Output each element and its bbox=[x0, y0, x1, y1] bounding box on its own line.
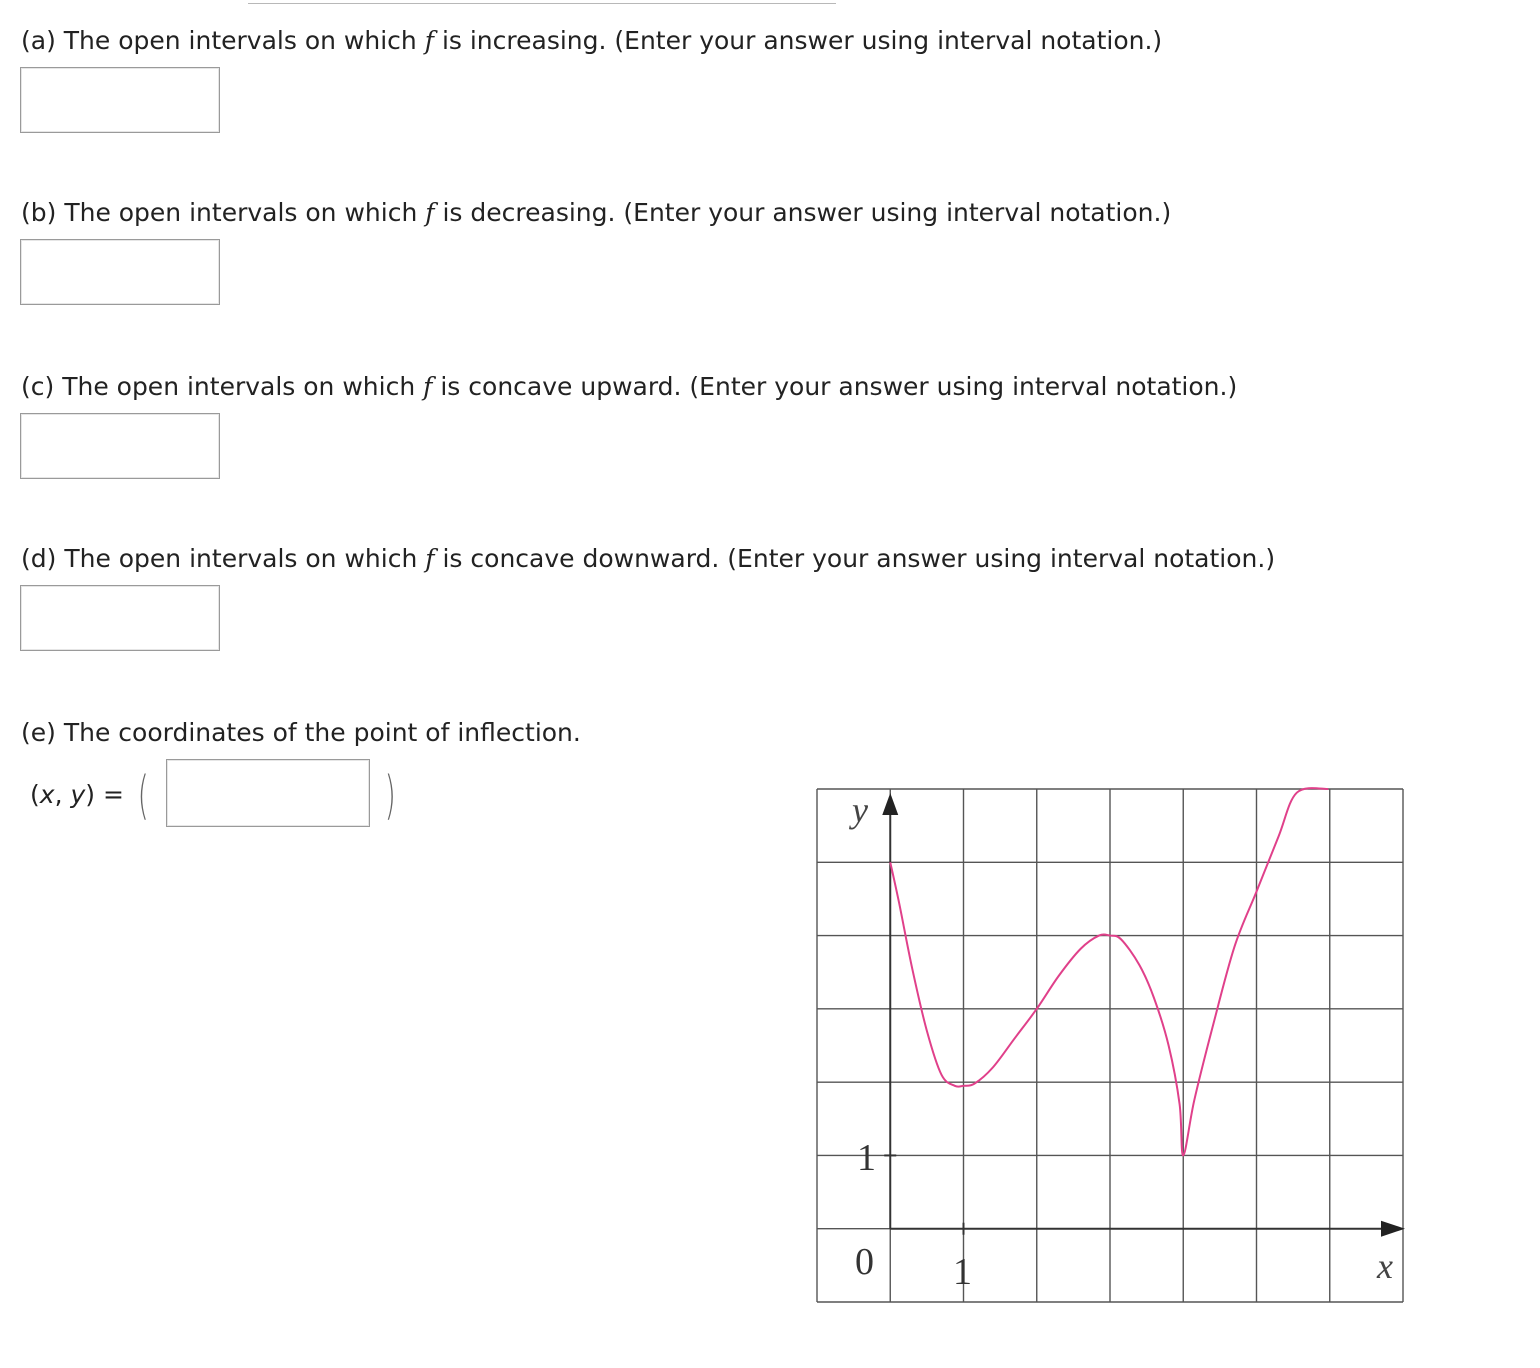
answer-input-c[interactable] bbox=[20, 413, 220, 479]
answer-input-b[interactable] bbox=[20, 239, 220, 305]
coordinate-label: (x, y) = bbox=[30, 780, 124, 809]
question-a-fvar: f bbox=[424, 26, 434, 55]
question-e: (e) The coordinates of the point of inflection. bbox=[21, 718, 581, 747]
question-b-fvar: f bbox=[425, 198, 435, 227]
question-d-rest: is concave downward. (Enter your answer using interval notation.) bbox=[442, 544, 1276, 573]
question-d bbox=[21, 544, 1275, 574]
question-c-rest: is concave upward. (Enter your answer using interval notation.) bbox=[440, 372, 1238, 401]
graph-axes bbox=[882, 793, 1405, 1237]
question-c-fvar: f bbox=[423, 372, 433, 401]
question-c-label: (c) The open intervals on which bbox=[21, 372, 416, 401]
question-d-label: (d) The open intervals on which bbox=[21, 544, 418, 573]
question-b bbox=[21, 198, 1171, 228]
equals-sign: = bbox=[102, 780, 124, 809]
x-axis-label: x bbox=[1377, 1246, 1393, 1286]
x-axis-arrow-icon bbox=[1381, 1221, 1405, 1237]
top-divider bbox=[248, 3, 836, 4]
coord-y-var: y bbox=[70, 780, 86, 809]
question-a-label: (a) The open intervals on which bbox=[21, 26, 417, 55]
x-tick-label: 1 bbox=[953, 1251, 972, 1293]
coord-x-var: x bbox=[39, 780, 55, 809]
question-b-rest: is decreasing. (Enter your answer using interval notation.) bbox=[442, 198, 1172, 227]
y-axis-arrow-icon bbox=[882, 793, 898, 815]
question-b-label: (b) The open intervals on which bbox=[21, 198, 418, 227]
y-tick-label: 1 bbox=[857, 1137, 876, 1179]
function-curve bbox=[890, 788, 1328, 1155]
inflection-point-input[interactable] bbox=[166, 759, 370, 827]
right-paren: ) bbox=[384, 766, 396, 826]
graph-grid bbox=[817, 789, 1403, 1302]
y-axis-label: y bbox=[852, 790, 868, 830]
answer-input-a[interactable] bbox=[20, 67, 220, 133]
question-c bbox=[21, 372, 1237, 402]
question-d-fvar: f bbox=[425, 544, 435, 573]
left-paren: ( bbox=[137, 766, 149, 826]
question-a bbox=[21, 26, 1162, 56]
answer-input-d[interactable] bbox=[20, 585, 220, 651]
origin-label: 0 bbox=[855, 1241, 874, 1283]
question-a-rest: is increasing. (Enter your answer using interval notation.) bbox=[441, 26, 1163, 55]
